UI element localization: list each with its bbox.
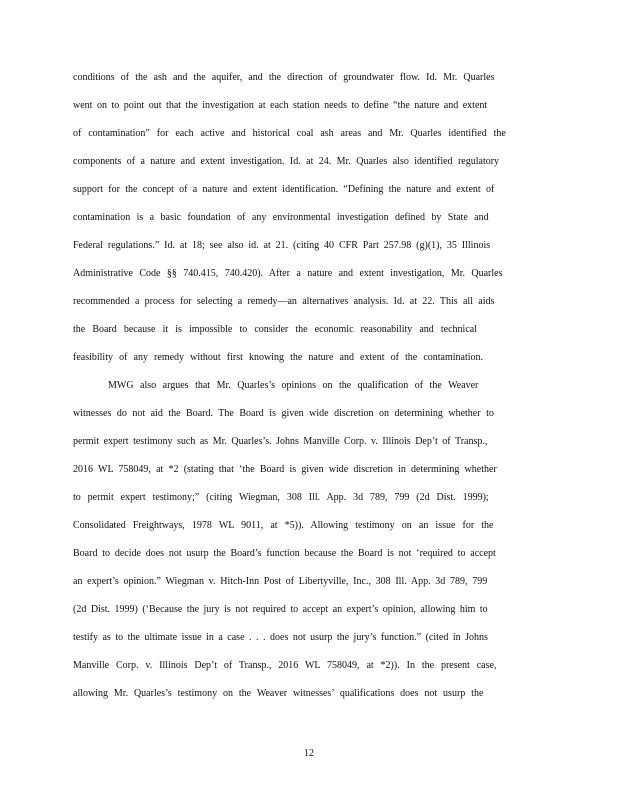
paragraph-1-line-7: Federal regulations.” Id. at 18; see also id. at 21. (citing 40 CFR Part 257.98 (g)(1), 35 Illinois [73, 240, 491, 251]
paragraph-1-line-2: went on to point out that the investigation at each station needs to define “the nature and extent [73, 100, 488, 111]
paragraph-2-line-4: 2016 WL 758049, at *2 (stating that ‘the Board is given wide discretion in determining whether [73, 464, 497, 475]
paragraph-2-line-11: Manville Corp. v. Illinois Dep’t of Transp., 2016 WL 758049, at *2)). In the present case, [73, 660, 497, 671]
paragraph-1-line-6: contamination is a basic foundation of any environmental investigation defined by State and [73, 212, 489, 223]
paragraph-2-line-3: permit expert testimony such as Mr. Quarles’s. Johns Manville Corp. v. Illinois Dep’t of Transp., [73, 436, 488, 447]
paragraph-1-line-10: the Board because it is impossible to consider the economic reasonability and technical [73, 324, 477, 335]
paragraph-1-line-1: conditions of the ash and the aquifer, and the direction of groundwater flow. Id. Mr. Quarles [73, 72, 495, 83]
page-number: 12 [304, 748, 314, 759]
paragraph-1-line-9: recommended a process for selecting a remedy—an alternatives analysis. Id. at 22. This all aids [73, 296, 495, 307]
paragraph-1-line-8: Administrative Code §§ 740.415, 740.420). After a nature and extent investigation, Mr. Quarles [73, 268, 503, 279]
paragraph-1-line-11: feasibility of any remedy without first knowing the nature and extent of the contamination. [73, 352, 484, 363]
paragraph-2-line-9: (2d Dist. 1999) (‘Because the jury is not required to accept an expert’s opinion, allowing him to [73, 604, 488, 615]
paragraph-2-line-10: testify as to the ultimate issue in a case . . . does not usurp the jury’s function.” (cited in Johns [73, 632, 488, 643]
paragraph-2-line-8: an expert’s opinion.” Wiegman v. Hitch-Inn Post of Libertyville, Inc., 308 Ill. App. 3d 789, 799 [73, 576, 488, 587]
paragraph-2-line-6: Consolidated Freightways, 1978 WL 9011, at *5)). Allowing testimony on an issue for the [73, 520, 494, 531]
paragraph-2-line-1: MWG also argues that Mr. Quarles’s opinions on the qualification of the Weaver [108, 380, 479, 391]
paragraph-1-line-4: components of a nature and extent investigation. Id. at 24. Mr. Quarles also identified regulatory [73, 156, 500, 167]
paragraph-2-line-7: Board to decide does not usurp the Board’s function because the Board is not ‘required to accept [73, 548, 496, 559]
paragraph-2-line-5: to permit expert testimony;” (citing Wiegman, 308 Ill. App. 3d 789, 799 (2d Dist. 1999); [73, 492, 489, 503]
paragraph-1-line-3: of contamination” for each active and historical coal ash areas and Mr. Quarles identified the [73, 128, 506, 139]
paragraph-2-line-12: allowing Mr. Quarles’s testimony on the Weaver witnesses’ qualifications does not usurp the [73, 688, 484, 699]
paragraph-2-line-2: witnesses do not aid the Board. The Board is given wide discretion on determining whether to [73, 408, 494, 419]
paragraph-1-line-5: support for the concept of a nature and extent identification. “Defining the nature and extent of [73, 184, 495, 195]
